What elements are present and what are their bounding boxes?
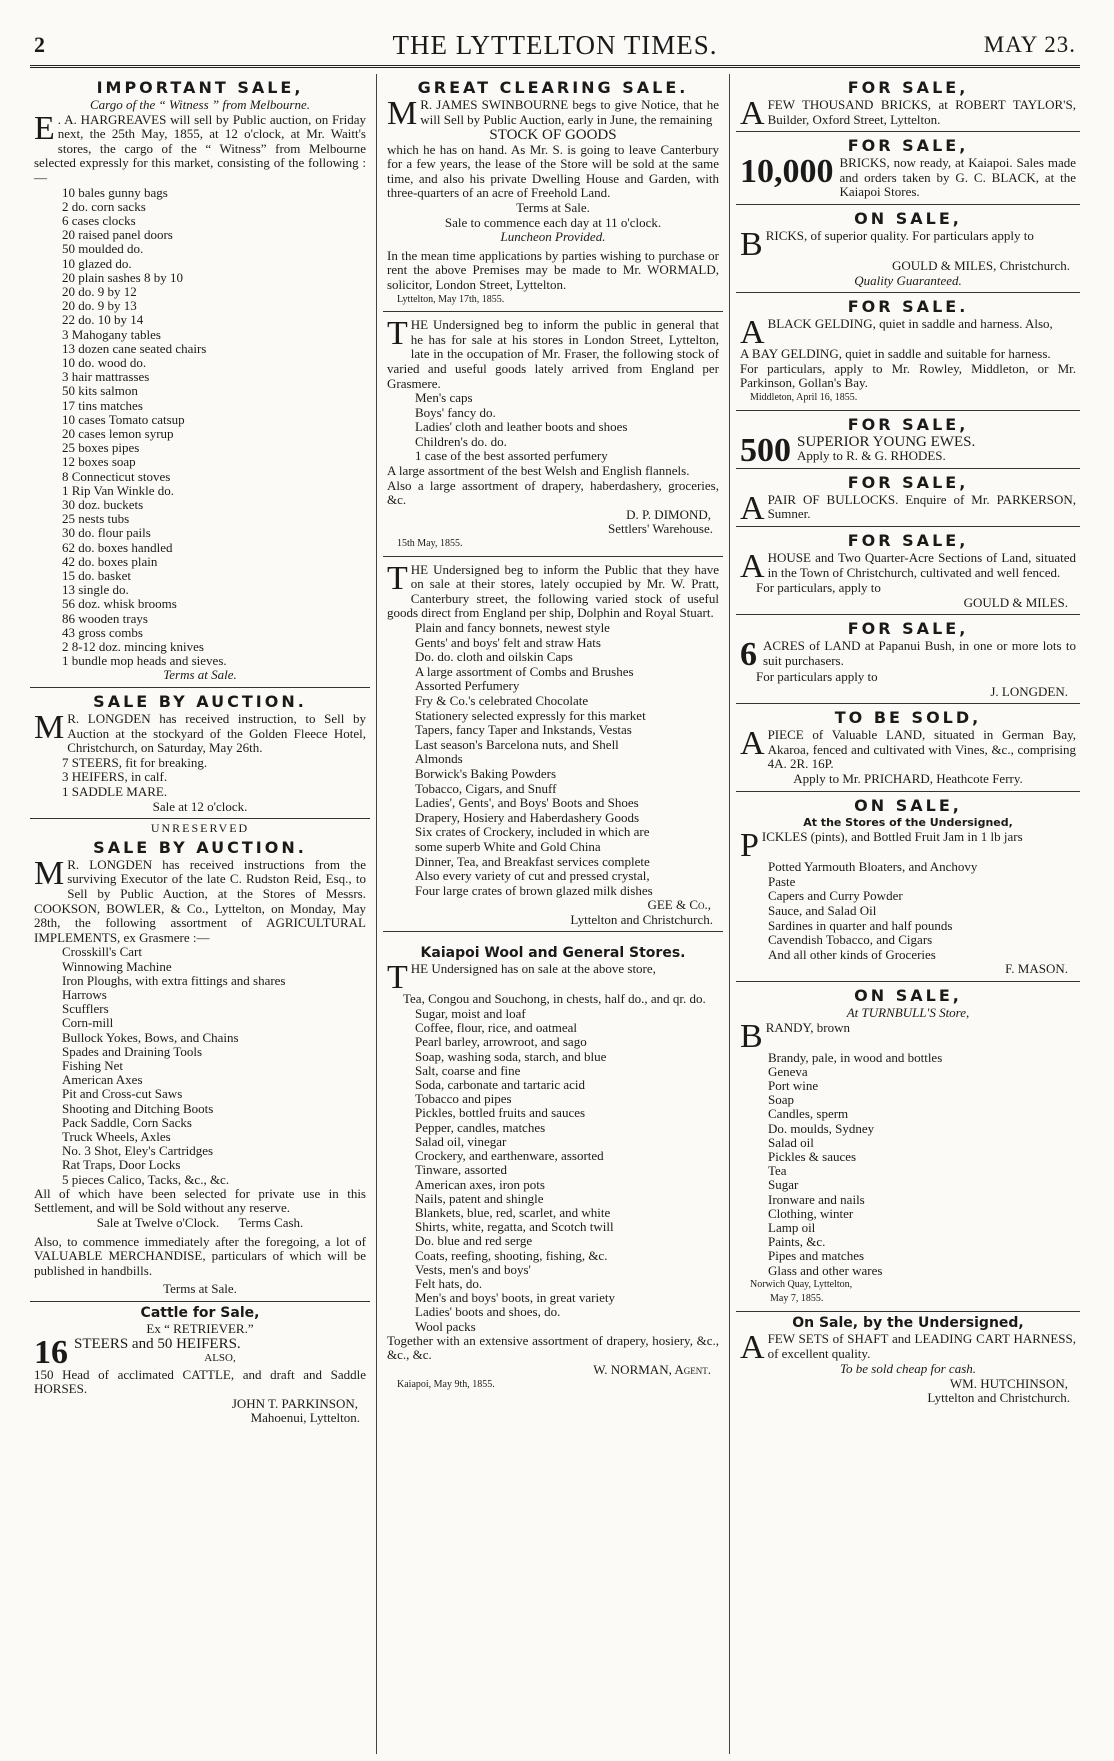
list-item: Potted Yarmouth Bloaters, and Anchovy: [768, 859, 978, 875]
list-item: Almonds: [415, 751, 463, 767]
ad-black-gelding: [736, 292, 1080, 409]
list-item: Pickles, bottled fruits and sauces: [415, 1105, 586, 1121]
ad-preheading: UNRESERVED: [150, 821, 250, 836]
ad-body: FEW THOUSAND BRICKS, at ROBERT TAYLOR'S, Builder, Oxford Street, Lyttelton.: [767, 97, 1076, 127]
list-item: 1 case of the best assorted perfumery: [415, 448, 608, 464]
list-item: Nails, patent and shingle: [415, 1190, 544, 1206]
ad-intro: R. LONGDEN has received instructions from the surviving Executor of the late C. Rudston Reid, Esq., to Sell by Public Auction, at the Stores of Messrs. COOKSON, BOWLER, & Co., Lyttelton, on Monday, May 28th, the following assortment of AGRICULTURAL IMPLEMENTS, ex Grasmere :—: [34, 856, 366, 945]
drop-cap: B: [740, 225, 763, 263]
ad-date: Lyttelton, May 17th, 1855.: [397, 293, 505, 305]
ad-line: For particulars apply to: [756, 669, 878, 685]
list-item: 20 do. 9 by 13: [62, 298, 137, 314]
signature: GEE & Co.,: [647, 897, 711, 913]
drop-cap: P: [740, 827, 759, 865]
ad-dimond-stores: [383, 311, 723, 556]
ad-heading: Kaiapoi Wool and General Stores.: [420, 945, 686, 962]
ad-line: For particulars, apply to: [756, 579, 881, 595]
list-item: 25 nests tubs: [62, 511, 130, 527]
drop-cap: A: [740, 547, 765, 585]
ad-body: BLACK GELDING, quiet in saddle and harness. Also,: [767, 316, 1053, 332]
list-item: Spades and Draining Tools: [62, 1043, 203, 1059]
list-item: 13 dozen cane seated chairs: [62, 340, 207, 356]
list-item: Fry & Co.'s celebrated Chocolate: [415, 692, 589, 708]
ad-sale-by-auction: [30, 687, 370, 818]
sale-time-terms: Sale at Twelve o'Clock. Terms Cash.: [96, 1215, 304, 1231]
sale-commence: Sale to commence each day at 11 o'clock.: [444, 214, 662, 230]
ad-german-bay-land: [736, 703, 1080, 790]
ad-terms: Terms at Sale.: [516, 199, 590, 215]
list-item: Ladies', Gents', and Boys' Boots and Shoes: [415, 795, 639, 811]
column-1: [30, 74, 370, 1754]
list-item: 12 boxes soap: [62, 454, 136, 470]
list-item: 1 Rip Van Winkle do.: [62, 482, 175, 498]
ad-date: Middleton, April 16, 1855.: [750, 391, 858, 403]
list-item: Sauce, and Salad Oil: [768, 903, 877, 919]
stock-line: STOCK OF GOODS: [489, 127, 617, 143]
list-item: Glass and other wares: [768, 1262, 883, 1278]
list-item: Drapery, Hosiery and Haberdashery Goods: [415, 809, 640, 825]
list-item: 86 wooden trays: [62, 610, 148, 626]
list-item: 62 do. boxes handled: [62, 539, 173, 555]
list-item: Soap: [768, 1092, 794, 1108]
drop-cap: A: [740, 725, 765, 763]
item-list: [387, 391, 719, 464]
list-item: Rat Traps, Door Locks: [62, 1157, 181, 1173]
big-number: 500: [740, 431, 791, 469]
list-item: 15 do. basket: [62, 568, 131, 584]
drop-cap: B: [740, 1017, 763, 1055]
ad-pickles-mason: [736, 791, 1080, 981]
ad-subheading: At TURNBULL'S Store,: [846, 1005, 970, 1020]
ad-body: FEW SETS of SHAFT and LEADING CART HARNESS, of excellent quality.: [767, 1331, 1076, 1361]
signature: GOULD & MILES, Christchurch.: [891, 257, 1070, 273]
list-item: Fishing Net: [62, 1058, 124, 1073]
ad-heading: ON SALE,: [854, 795, 962, 815]
ad-heading: On Sale, by the Undersigned,: [792, 1315, 1024, 1332]
list-item: 20 raised panel doors: [62, 227, 173, 243]
signature-place: Lyttelton and Christchurch.: [927, 1390, 1070, 1406]
cheap-note: To be sold cheap for cash.: [839, 1361, 977, 1377]
list-item: Tobacco and pipes: [415, 1091, 512, 1107]
list-item: Capers and Curry Powder: [768, 888, 903, 904]
signature: D. P. DIMOND,: [626, 506, 711, 522]
list-item: 10 bales gunny bags: [62, 184, 168, 200]
ad-heading: FOR SALE,: [847, 530, 969, 550]
ad-date: 15th May, 1855.: [397, 538, 463, 550]
list-item: Pipes and matches: [768, 1248, 865, 1264]
ad-apply: Apply to R. & G. RHODES.: [797, 448, 946, 464]
ad-terms: Terms at Sale.: [163, 1281, 237, 1297]
list-item: 1 SADDLE MARE.: [62, 784, 168, 800]
list-item: Paste: [768, 873, 796, 889]
list-item: Six crates of Crockery, included in which are: [415, 824, 650, 840]
column-3: [736, 74, 1080, 1754]
newspaper-title: THE LYTTELTON TIMES.: [392, 30, 718, 60]
list-item: Ladies' boots and shoes, do.: [415, 1304, 561, 1320]
ad-date: Kaiapoi, May 9th, 1855.: [397, 1378, 495, 1390]
list-item: Geneva: [768, 1063, 808, 1079]
drop-cap: A: [740, 95, 765, 132]
ad-subheading: Cargo of the “ Witness ” from Melbourne.: [89, 97, 311, 112]
list-item: 50 moulded do.: [62, 241, 144, 257]
list-item: Men's caps: [415, 390, 473, 406]
ad-heading: GREAT CLEARING SALE.: [417, 78, 689, 97]
ad-line: Tea, Congou and Souchong, in chests, half do., and qr. do.: [403, 991, 706, 1007]
list-item: Cavendish Tobacco, and Cigars: [768, 932, 933, 948]
list-item: Pearl barley, arrowroot, and sago: [415, 1034, 587, 1050]
list-item: Pit and Cross-cut Saws: [62, 1086, 183, 1102]
list-item: Felt hats, do.: [415, 1275, 483, 1291]
column-2: [383, 74, 723, 1754]
list-item: Shooting and Ditching Boots: [62, 1100, 214, 1116]
list-item: Four large crates of brown glazed milk dishes: [415, 882, 653, 898]
list-item: Ironware and nails: [768, 1191, 865, 1207]
list-item: 30 do. flour pails: [62, 525, 151, 541]
list-item: Crockery, and earthenware, assorted: [415, 1148, 604, 1164]
signature-place: Lyttelton and Christchurch.: [570, 911, 713, 927]
big-number: 16: [34, 1333, 68, 1371]
list-item: Coats, reefing, shooting, fishing, &c.: [415, 1247, 608, 1263]
list-item: Children's do. do.: [415, 433, 507, 449]
issue-date: MAY 23.: [983, 32, 1076, 57]
list-item: Paints, &c.: [768, 1234, 826, 1250]
list-item: Clothing, winter: [768, 1205, 854, 1221]
ad-heading: Cattle for Sale,: [140, 1304, 260, 1321]
ad-intro: HE Undersigned beg to inform the public in general that he has for sale at his stores in London Street, Lyttelton, late in the occupation of Mr. Fraser, the following stock of varied and useful goods lately arrived from England per Grasmere.: [387, 317, 719, 391]
item-list: [740, 860, 1076, 962]
ad-gee-and-co: [383, 556, 723, 932]
ad-bricks-gould-miles: [736, 204, 1080, 292]
list-item: 10 do. wood do.: [62, 355, 147, 370]
drop-cap: T: [387, 559, 408, 597]
ad-bullocks: [736, 468, 1080, 526]
sale-time: Sale at 12 o'clock.: [152, 798, 248, 814]
list-item: Pack Saddle, Corn Sacks: [62, 1114, 192, 1130]
ad-body: 150 Head of acclimated CATTLE, and draft and Saddle HORSES.: [34, 1366, 366, 1397]
list-item: Men's and boys' boots, in great variety: [415, 1290, 616, 1306]
list-item: Plain and fancy bonnets, newest style: [415, 620, 610, 635]
list-item: 30 doz. buckets: [62, 497, 144, 513]
signature: F. MASON.: [1005, 961, 1068, 977]
list-item: Candles, sperm: [768, 1106, 849, 1122]
item-list: [34, 945, 366, 1186]
list-item: Brandy, pale, in wood and bottles: [768, 1049, 943, 1065]
list-item: American Axes: [62, 1072, 143, 1088]
list-item: Soap, washing soda, starch, and blue: [415, 1048, 607, 1064]
ad-unreserved-auction: [30, 818, 370, 1301]
list-item: 17 tins matches: [62, 397, 143, 413]
ad-line: A BAY GELDING, quiet in saddle and suitable for harness.: [740, 346, 1051, 362]
list-item: Vests, men's and boys': [415, 1261, 531, 1277]
list-item: Gents' and boys' felt and straw Hats: [415, 634, 601, 650]
list-item: 8 Connecticut stoves: [62, 468, 171, 484]
ad-heading: FOR SALE,: [847, 619, 969, 639]
ad-body: ICKLES (pints), and Bottled Fruit Jam in 1 lb jars: [761, 829, 1023, 845]
list-item: Tapers, fancy Taper and Inkstands, Vestas: [415, 722, 632, 738]
list-item: 10 glazed do.: [62, 255, 132, 271]
list-item: 3 hair mattrasses: [62, 369, 150, 385]
list-item: Winnowing Machine: [62, 958, 172, 974]
list-item: Stationery selected expressly for this market: [415, 707, 646, 723]
quality-note: Quality Guaranteed.: [854, 272, 962, 288]
list-item: Corn-mill: [62, 1015, 114, 1031]
ad-intro: R. JAMES SWINBOURNE begs to give Notice, that he will Sell by Public Auction, early in June, the remaining: [420, 97, 719, 127]
list-item: Bullock Yokes, Bows, and Chains: [62, 1029, 239, 1045]
list-item: 50 kits salmon: [62, 383, 138, 399]
list-item: Assorted Perfumery: [415, 678, 520, 694]
list-item: Pickles & sauces: [768, 1149, 857, 1165]
ad-together: Together with an extensive assortment of drapery, hosiery, &c., &c., &c.: [387, 1332, 719, 1363]
drop-cap: M: [34, 709, 65, 747]
list-item: No. 3 Shot, Eley's Cartridges: [62, 1143, 214, 1159]
drop-cap: T: [387, 315, 408, 353]
list-item: Truck Wheels, Axles: [62, 1129, 171, 1145]
ad-body: PAIR OF BULLOCKS. Enquire of Mr. PARKERSON, Sumner.: [767, 491, 1076, 522]
list-item: Do. do. cloth and oilskin Caps: [415, 649, 573, 665]
column-divider: [729, 74, 730, 1754]
ad-heading: FOR SALE.: [847, 297, 969, 317]
list-item: Soda, carbonate and tartaric acid: [415, 1077, 585, 1093]
drop-cap: E: [34, 109, 55, 147]
list-item: 2 8-12 doz. mincing knives: [62, 639, 204, 655]
list-item: Sugar, moist and loaf: [415, 1006, 526, 1022]
list-item: Shirts, white, regatta, and Scotch twill: [415, 1219, 614, 1235]
ad-body: ACRES of LAND at Papanui Bush, in one or more lots to suit purchasers.: [763, 638, 1076, 668]
item-list: [740, 1051, 1076, 1278]
ad-meantime: In the mean time applications by parties wishing to purchase or rent the above Premises may be made to Mr. WORMALD, solicitor, London Street, Lyttelton.: [387, 247, 719, 292]
list-item: 42 do. boxes plain: [62, 553, 158, 569]
drop-cap: A: [740, 314, 765, 352]
item-list: [387, 621, 719, 898]
ad-body: RICKS, of superior quality. For particulars apply to: [765, 227, 1034, 243]
list-item: Pepper, candles, matches: [415, 1119, 546, 1135]
list-item: Port wine: [768, 1078, 819, 1093]
list-item: Dinner, Tea, and Breakfast services complete: [415, 853, 650, 869]
ad-heading: FOR SALE,: [847, 472, 969, 492]
ad-heading: FOR SALE,: [847, 414, 969, 434]
drop-cap: A: [740, 489, 765, 527]
ad-also: ALSO,: [204, 1352, 236, 1365]
ad-terms: Terms at Sale.: [163, 667, 237, 683]
ad-heading: TO BE SOLD,: [834, 708, 982, 728]
ad-cattle-for-sale: [30, 1301, 370, 1430]
column-divider: [376, 74, 377, 1754]
ad-intro: . A. HARGREAVES will sell by Public auction, on Friday next, the 25th May, 1855, at 12 o'clock, at Mr. Waitt's stores, the cargo of the “ Witness” from Melbourne selected expressly for this market, consisting of the following :—: [34, 111, 366, 185]
list-item: Salad oil: [768, 1134, 814, 1150]
list-item: 7 STEERS, fit for breaking.: [62, 754, 208, 770]
ad-heading: IMPORTANT SALE,: [96, 78, 304, 97]
ad-body: PIECE of Valuable LAND, situated in German Bay, Akaroa, fenced and cultivated with Vines, &c., comprising 4A. 2R. 16P.: [767, 727, 1076, 772]
ad-heading: ON SALE,: [854, 986, 962, 1005]
list-item: Crosskill's Cart: [62, 944, 142, 960]
list-item: 22 do. 10 by 14: [62, 312, 144, 328]
page-number: 2: [34, 32, 45, 57]
list-item: 5 pieces Calico, Tacks, &c., &c.: [62, 1171, 230, 1187]
list-item: Do. moulds, Sydney: [768, 1120, 875, 1136]
ad-line: Apply to Mr. PRICHARD, Heathcote Ferry.: [793, 771, 1023, 787]
signature: JOHN T. PARKINSON,: [231, 1395, 358, 1411]
list-item: A large assortment of Combs and Brushes: [415, 663, 634, 679]
ad-date: Norwich Quay, Lyttelton,: [750, 1278, 853, 1290]
list-item: Tobacco, Cigars, and Snuff: [415, 780, 557, 796]
drop-cap: M: [34, 854, 65, 892]
ad-kaiapoi-stores: [383, 931, 723, 1396]
list-item: Coffee, flour, rice, and oatmeal: [415, 1020, 578, 1036]
list-item: 56 doz. whisk brooms: [62, 596, 177, 612]
signature: WM. HUTCHINSON,: [949, 1375, 1068, 1391]
ad-heading: FOR SALE,: [847, 78, 969, 97]
signature-place: Mahoenui, Lyttelton.: [250, 1410, 360, 1426]
big-number: 6: [740, 636, 757, 674]
list-item: 20 do. 9 by 12: [62, 283, 137, 299]
ad-line: A large assortment of the best Welsh and English flannels.: [387, 463, 690, 479]
list-item: Salt, coarse and fine: [415, 1062, 521, 1078]
list-item: Sugar: [768, 1177, 799, 1193]
ad-line: Also a large assortment of drapery, haberdashery, groceries, &c.: [387, 477, 719, 508]
list-item: 25 boxes pipes: [62, 440, 140, 456]
big-number: 10,000: [740, 153, 834, 191]
list-item: Borwick's Baking Powders: [415, 765, 557, 781]
ad-heading: ON SALE,: [854, 208, 962, 228]
ad-subheading: At the Stores of the Undersigned,: [803, 815, 1013, 829]
masthead: [30, 28, 1080, 68]
ad-papanui-land: [736, 614, 1080, 703]
ad-body: SUPERIOR YOUNG EWES.: [797, 433, 976, 450]
list-item: Iron Ploughs, with extra fittings and shares: [62, 972, 286, 988]
item-list: [387, 1007, 719, 1334]
drop-cap: A: [740, 1329, 765, 1367]
list-item: Last season's Barcelona nuts, and Shell: [415, 736, 619, 752]
ad-line: STEERS and 50 HEIFERS.: [74, 1335, 241, 1352]
ad-body: RANDY, brown: [765, 1019, 850, 1035]
ad-heading: SALE BY AUCTION.: [93, 837, 307, 857]
ad-bricks-taylor: [736, 74, 1080, 131]
list-item: Salad oil, vinegar: [415, 1133, 507, 1149]
list-item: Scufflers: [62, 1001, 109, 1017]
list-item: 20 plain sashes 8 by 10: [62, 269, 183, 285]
ad-turnbull-store: [736, 981, 1080, 1311]
list-item: 20 cases lemon syrup: [62, 426, 174, 442]
list-item: Also every variety of cut and pressed crystal,: [415, 868, 650, 884]
ad-intro: HE Undersigned beg to inform the Public that they have on sale at their stores, lately occupied by Mr. W. Pratt, Canterbury street, the following varied stock of useful goods direct from England per ship, Dolphin and Royal Stuart.: [387, 561, 719, 621]
luncheon-note: Luncheon Provided.: [500, 229, 606, 245]
drop-cap: T: [387, 959, 408, 997]
ad-line: For particulars, apply to Mr. Rowley, Middleton, or Mr. Parkinson, Gollan's Bay.: [740, 360, 1076, 391]
list-item: 6 cases clocks: [62, 212, 136, 228]
list-item: 10 cases Tomato catsup: [62, 411, 185, 427]
ad-bricks-kaiapoi: [736, 131, 1080, 204]
signature: J. LONGDEN.: [990, 683, 1068, 699]
signature-place: Settlers' Warehouse.: [607, 521, 713, 537]
ad-house-sections: [736, 526, 1080, 614]
list-item: Wool packs: [415, 1318, 476, 1334]
ad-note: All of which have been selected for private use in this Settlement, and will be Sold without any reserve.: [34, 1185, 366, 1216]
ad-body: BRICKS, now ready, at Kaiapoi. Sales made and orders taken by G. C. BLACK, at the Kaiapoi Stores.: [839, 155, 1076, 200]
ad-intro: HE Undersigned has on sale at the above store,: [410, 961, 656, 977]
list-item: Tinware, assorted: [415, 1162, 507, 1178]
list-item: 3 HEIFERS, in calf.: [62, 769, 168, 785]
ad-young-ewes: [736, 410, 1080, 468]
list-item: 43 gross combs: [62, 624, 143, 640]
list-item: Sardines in quarter and half pounds: [768, 917, 953, 933]
list-item: Ladies' cloth and leather boots and shoes: [415, 419, 628, 435]
drop-cap: M: [387, 95, 418, 132]
ad-intro: R. LONGDEN has received instruction, to Sell by Auction at the stockyard of the Golden Fleece Hotel, Christchurch, on Saturday, May 26th.: [67, 711, 366, 756]
list-item: Tea: [768, 1163, 787, 1179]
item-list: [34, 756, 366, 800]
list-item: 1 bundle mop heads and sieves.: [62, 653, 227, 669]
ad-body: which he has on hand. As Mr. S. is going to leave Canterbury for a few years, the lease of the Store will be sold at the same time, and also his private Dwelling House and Garden, with three-quarters of an acre of Freehold Land.: [387, 141, 719, 201]
item-list: [34, 186, 366, 669]
list-item: Harrows: [62, 986, 107, 1002]
list-item: Boys' fancy do.: [415, 404, 496, 420]
ad-subheading: Ex “ RETRIEVER.”: [146, 1320, 254, 1336]
list-item: Lamp oil: [768, 1220, 816, 1236]
ad-heading: FOR SALE,: [847, 136, 969, 156]
list-item: 2 do. corn sacks: [62, 198, 146, 214]
list-item: And all other kinds of Groceries: [768, 946, 936, 962]
list-item: 3 Mahogany tables: [62, 326, 161, 342]
ad-also: Also, to commence immediately after the foregoing, a lot of VALUABLE MERCHANDISE, particulars of which will be published in handbills.: [34, 1233, 366, 1278]
list-item: Do. blue and red serge: [415, 1233, 533, 1249]
list-item: some superb White and Gold China: [415, 838, 601, 854]
ad-date: May 7, 1855.: [770, 1293, 824, 1305]
ad-great-clearing-sale: [383, 74, 723, 311]
ad-important-sale: [30, 74, 370, 687]
ad-harness-hutchinson: [736, 1311, 1080, 1410]
list-item: 13 single do.: [62, 582, 129, 598]
list-item: American axes, iron pots: [415, 1176, 545, 1192]
signature: W. NORMAN, Agent.: [593, 1361, 711, 1377]
ad-heading: SALE BY AUCTION.: [93, 692, 307, 712]
list-item: Blankets, blue, red, scarlet, and white: [415, 1204, 611, 1220]
ad-body: HOUSE and Two Quarter-Acre Sections of Land, situated in the Town of Christchurch, cultivated and well fenced.: [767, 549, 1076, 580]
signature: GOULD & MILES.: [963, 594, 1068, 610]
